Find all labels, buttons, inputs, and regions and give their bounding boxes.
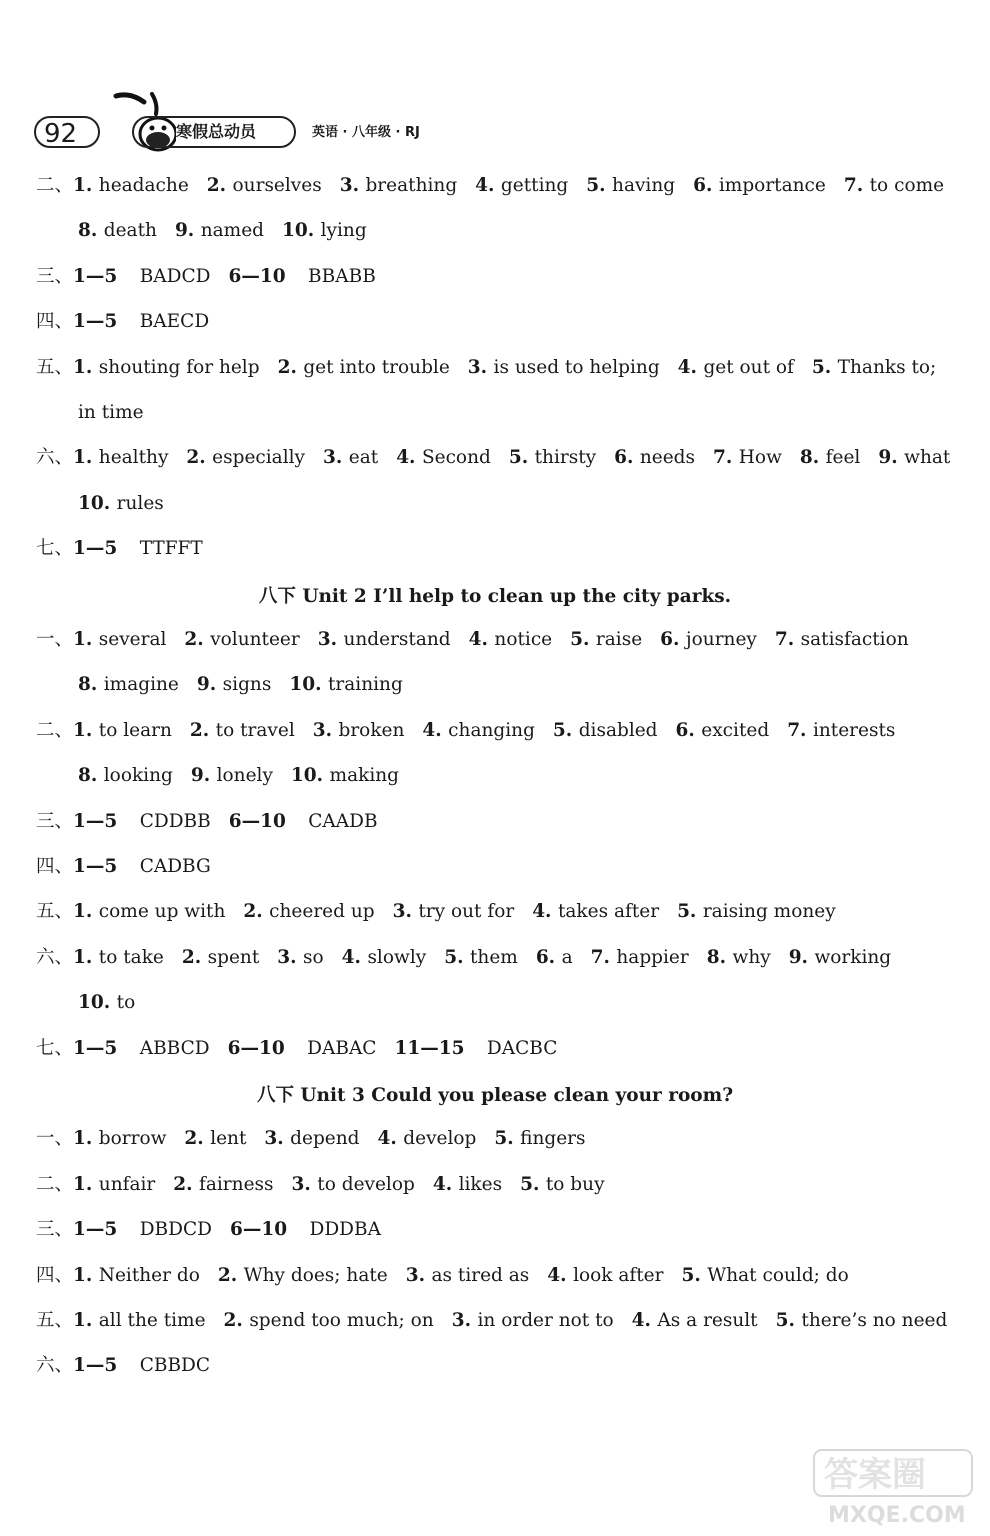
answer-text: to take	[98, 946, 164, 968]
answer-text: needs	[639, 447, 696, 469]
answer-text: How	[738, 447, 782, 469]
answer-line	[78, 401, 144, 425]
answer-text: DACBC	[486, 1037, 558, 1059]
answer-text: several	[98, 629, 167, 650]
answer-text: CBBDC	[139, 1355, 211, 1377]
answer-text: to buy	[545, 1173, 605, 1195]
answer-line	[78, 673, 403, 697]
item-number: 1—5	[73, 856, 124, 877]
item-number: 10.	[281, 220, 321, 242]
answer-text: to learn	[98, 719, 172, 741]
answer-text: look after	[573, 1264, 664, 1286]
answer-text: raising money	[702, 901, 836, 923]
answer-text: DABAC	[307, 1037, 377, 1059]
section-label: 七、	[36, 538, 74, 560]
item-number: 2.	[181, 946, 208, 968]
answer-text: fairness	[199, 1173, 274, 1195]
item-number: 4.	[532, 901, 558, 923]
answer-text: lonely	[216, 765, 273, 787]
answer-text: signs	[222, 674, 272, 696]
answer-text: get into trouble	[303, 356, 450, 378]
item-number: 1—5	[73, 1219, 124, 1241]
answer-line	[36, 356, 936, 380]
answer-text: named	[200, 220, 264, 242]
answer-text: Why does; hate	[243, 1264, 388, 1286]
item-number: 1.	[73, 1173, 99, 1195]
section-label: 六、	[36, 946, 74, 968]
answer-text: CAADB	[308, 810, 378, 832]
answer-text: is used to helping	[493, 356, 660, 378]
item-number: 1.	[73, 719, 99, 741]
item-number: 2.	[173, 1173, 200, 1195]
watermark-logo	[810, 1444, 980, 1530]
section-label: 三、	[36, 810, 74, 832]
item-number: 5.	[494, 1128, 521, 1150]
answer-text: working	[814, 946, 892, 968]
item-number: 6.	[660, 629, 686, 650]
item-number: 1.	[73, 1310, 99, 1331]
item-number: 4.	[631, 1310, 658, 1331]
item-number: 2.	[243, 901, 270, 923]
answer-line	[36, 446, 950, 470]
item-number: 5.	[444, 946, 470, 968]
answer-text: a	[561, 946, 573, 968]
item-number: 2.	[223, 1310, 250, 1331]
answer-text: interests	[812, 719, 896, 741]
answer-text: slowly	[367, 946, 427, 968]
answer-line	[36, 537, 203, 561]
answer-line	[36, 1309, 947, 1333]
item-number: 8.	[78, 765, 104, 787]
item-number: 1—5	[73, 538, 124, 560]
answer-text: to	[116, 992, 136, 1014]
section-label: 五、	[36, 1310, 74, 1331]
item-number: 7.	[590, 946, 617, 968]
item-number: 1.	[73, 1128, 99, 1150]
item-number: 4.	[677, 356, 704, 378]
answer-text: headache	[98, 175, 189, 196]
answer-text: Neither do	[98, 1264, 200, 1286]
unit3-heading: 八下 Unit 3 Could you please clean your room?	[256, 1085, 734, 1106]
answer-text: making	[329, 765, 400, 787]
answer-text: to come	[869, 175, 945, 196]
answer-text: Second	[421, 447, 491, 469]
item-number: 11—15	[394, 1037, 471, 1059]
answer-text: come up with	[98, 901, 226, 923]
item-number: 2.	[186, 447, 213, 469]
answer-text: looking	[103, 765, 173, 787]
item-number: 10.	[289, 674, 328, 696]
answer-text: takes after	[557, 901, 660, 923]
answer-text: getting	[500, 175, 569, 196]
answer-line	[78, 991, 135, 1015]
item-number: 2.	[184, 629, 211, 650]
answer-text: them	[469, 946, 518, 968]
answer-text: likes	[458, 1173, 503, 1195]
item-number: 6.	[675, 719, 702, 741]
answer-text: unfair	[98, 1173, 156, 1195]
item-number: 10.	[78, 492, 117, 514]
answer-text: borrow	[98, 1128, 167, 1150]
item-number: 2.	[189, 719, 216, 741]
item-number: 5.	[520, 1173, 546, 1195]
item-number: 7.	[774, 629, 801, 650]
answer-text: DBDCD	[139, 1219, 212, 1241]
answer-text: so	[303, 946, 324, 968]
section-label: 五、	[36, 356, 74, 378]
item-number: 1.	[73, 1264, 99, 1286]
item-number: 8.	[78, 674, 104, 696]
item-number: 6—10	[229, 1219, 294, 1241]
item-number: 3.	[467, 356, 494, 378]
item-number: 1.	[73, 901, 99, 923]
item-number: 9.	[196, 674, 223, 696]
item-number: 3.	[291, 1173, 318, 1195]
answer-line	[36, 310, 209, 334]
answer-text: develop	[403, 1128, 477, 1150]
answer-text: disabled	[578, 719, 658, 741]
answer-text: excited	[701, 719, 770, 741]
section-label: 六、	[36, 1355, 74, 1377]
answer-text: breathing	[365, 175, 458, 196]
page-number: 92	[34, 116, 100, 148]
item-number: 7.	[713, 447, 739, 469]
answer-text: CDDBB	[139, 810, 211, 832]
item-number: 4.	[547, 1264, 574, 1286]
item-number: 7.	[787, 719, 813, 741]
item-number: 5.	[811, 356, 838, 378]
answer-line	[36, 628, 909, 652]
answer-text: understand	[343, 629, 451, 650]
answer-text: imagine	[103, 674, 179, 696]
item-number: 4.	[468, 629, 495, 650]
answer-text: especially	[212, 447, 305, 469]
answer-text: BAECD	[139, 311, 210, 333]
item-number: 9.	[788, 946, 815, 968]
answer-text: journey	[685, 629, 757, 650]
item-number: 3.	[264, 1128, 291, 1150]
answer-line	[36, 810, 378, 834]
answer-text: raise	[595, 629, 643, 650]
item-number: 9.	[878, 447, 905, 469]
answer-line	[36, 1354, 210, 1378]
section-label: 一、	[36, 629, 74, 650]
section-label: 六、	[36, 447, 74, 469]
answer-text: BBABB	[308, 265, 376, 287]
answer-text: spend too much; on	[249, 1310, 434, 1331]
answer-line	[78, 219, 367, 243]
answer-text: satisfaction	[800, 629, 909, 650]
svg-text:答案圈: 答案圈	[824, 1455, 926, 1495]
item-number: 4.	[475, 175, 501, 196]
item-number: 4.	[432, 1173, 459, 1195]
item-number: 4.	[377, 1128, 404, 1150]
answer-line	[36, 1127, 586, 1151]
item-number: 2.	[277, 356, 304, 378]
answer-text: death	[103, 220, 157, 242]
item-number: 3.	[317, 629, 344, 650]
section-label: 三、	[36, 1219, 74, 1241]
item-number: 1—5	[73, 1037, 124, 1059]
answer-text: cheered up	[269, 901, 375, 923]
answer-text: having	[612, 175, 676, 196]
answer-text: to travel	[215, 719, 295, 741]
answer-text: what	[904, 447, 951, 469]
item-number: 1.	[73, 946, 99, 968]
book-title: 寒假总动员	[132, 116, 296, 148]
section-label: 二、	[36, 1173, 74, 1195]
item-number: 5.	[570, 629, 596, 650]
section-label: 二、	[36, 719, 74, 741]
answer-text: What could; do	[707, 1264, 849, 1286]
item-number: 5.	[552, 719, 579, 741]
answer-text: CADBG	[139, 856, 211, 877]
section-label: 五、	[36, 901, 74, 923]
answer-text: eat	[348, 447, 379, 469]
item-number: 8.	[78, 220, 104, 242]
section-label: 七、	[36, 1037, 74, 1059]
item-number: 10.	[78, 992, 117, 1014]
section-label: 四、	[36, 1264, 74, 1286]
answer-text: ABBCD	[139, 1037, 210, 1059]
item-number: 3.	[405, 1264, 432, 1286]
answer-line	[36, 1037, 557, 1061]
item-number: 10.	[290, 765, 330, 787]
answer-text: as tired as	[431, 1264, 530, 1286]
answer-text: broken	[338, 719, 405, 741]
answer-line	[36, 1264, 849, 1288]
answer-text: Thanks to;	[837, 356, 937, 378]
svg-text:MXQE.COM: MXQE.COM	[828, 1503, 966, 1528]
answer-line	[36, 1218, 381, 1242]
answer-text: there’s no need	[801, 1310, 948, 1331]
item-number: 6.	[535, 946, 562, 968]
item-number: 2.	[184, 1128, 211, 1150]
section-label: 四、	[36, 856, 74, 877]
item-number: 1—5	[73, 1355, 124, 1377]
answer-line	[36, 900, 836, 924]
answer-text: BADCD	[139, 265, 211, 287]
answer-text: healthy	[98, 447, 169, 469]
item-number: 5.	[681, 1264, 708, 1286]
answer-text: importance	[718, 175, 826, 196]
section-label: 三、	[36, 265, 74, 287]
answer-line	[36, 946, 891, 970]
item-number: 1.	[73, 629, 99, 650]
answer-text: in time	[78, 402, 144, 423]
item-number: 3.	[339, 175, 366, 196]
item-number: 3.	[277, 946, 304, 968]
item-number: 8.	[799, 447, 826, 469]
answer-line	[78, 492, 164, 516]
answer-text: why	[732, 946, 771, 968]
answer-text: all the time	[98, 1310, 206, 1331]
answer-text: try out for	[418, 901, 515, 923]
answer-text: spent	[207, 946, 260, 968]
answer-line	[78, 764, 399, 788]
item-number: 1—5	[73, 311, 124, 333]
item-number: 6—10	[227, 1037, 292, 1059]
item-number: 4.	[396, 447, 422, 469]
answer-text: happier	[616, 946, 689, 968]
answer-text: thirsty	[534, 447, 597, 469]
answer-line	[36, 174, 944, 198]
answer-text: feel	[825, 447, 861, 469]
item-number: 5.	[508, 447, 535, 469]
answer-text: get out of	[703, 356, 794, 378]
item-number: 3.	[323, 447, 349, 469]
answer-text: DDDBA	[309, 1219, 381, 1241]
item-number: 8.	[706, 946, 733, 968]
item-number: 6—10	[228, 810, 293, 832]
answer-text: changing	[448, 719, 535, 741]
item-number: 3.	[392, 901, 419, 923]
answer-text: rules	[116, 492, 164, 514]
item-number: 2.	[217, 1264, 244, 1286]
answer-text: shouting for help	[98, 356, 260, 378]
answer-text: fingers	[520, 1128, 586, 1150]
item-number: 6—10	[228, 265, 293, 287]
answer-text: lent	[210, 1128, 247, 1150]
item-number: 9.	[174, 220, 201, 242]
answer-line	[36, 265, 376, 289]
item-number: 1.	[73, 356, 99, 378]
answer-text: to develop	[317, 1173, 415, 1195]
answer-text: TTFFT	[139, 538, 203, 560]
item-number: 5.	[586, 175, 613, 196]
item-number: 6.	[693, 175, 719, 196]
item-number: 3.	[312, 719, 339, 741]
unit2-heading: 八下 Unit 2 I’ll help to clean up the city parks.	[258, 585, 732, 607]
item-number: 3.	[451, 1310, 478, 1331]
item-number: 2.	[206, 175, 233, 196]
answer-text: lying	[320, 220, 367, 242]
item-number: 4.	[341, 946, 368, 968]
item-number: 4.	[422, 719, 449, 741]
answer-text: As a result	[657, 1310, 758, 1331]
answer-text: depend	[290, 1128, 360, 1150]
item-number: 1.	[73, 175, 99, 196]
answer-text: in order not to	[477, 1310, 614, 1331]
answer-line	[36, 1173, 605, 1197]
item-number: 5.	[677, 901, 703, 923]
answer-text: training	[327, 674, 403, 696]
item-number: 7.	[843, 175, 870, 196]
item-number: 6.	[614, 447, 640, 469]
answer-text: notice	[494, 629, 553, 650]
item-number: 5.	[775, 1310, 802, 1331]
section-label: 二、	[36, 175, 74, 196]
item-number: 1—5	[73, 265, 124, 287]
answer-line	[36, 719, 895, 743]
item-number: 1.	[73, 447, 99, 469]
subject-grade: 英语 · 八年级 · RJ	[312, 125, 420, 140]
section-label: 四、	[36, 311, 74, 333]
answer-text: ourselves	[232, 175, 322, 196]
item-number: 1—5	[73, 810, 124, 832]
answer-line	[36, 855, 211, 879]
answer-text: volunteer	[210, 629, 300, 650]
item-number: 9.	[190, 765, 217, 787]
section-label: 一、	[36, 1128, 74, 1150]
